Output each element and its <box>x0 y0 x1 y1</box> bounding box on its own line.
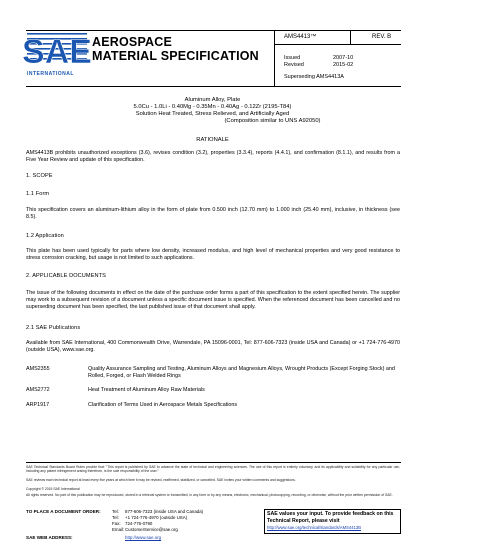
order-key: Tel: <box>112 515 119 520</box>
feedback-link[interactable]: http://www.sae.org/technical/standards/AMS4413B <box>267 525 362 530</box>
doc-type-title-line2: MATERIAL SPECIFICATION <box>92 49 259 63</box>
logo-subtitle: INTERNATIONAL <box>27 71 74 77</box>
section-1-1-text: This specification covers an aluminum-lithium alloy in the form of plate from 0.500 inch (12.70 mm) to 1.000 inch (25.40 mm), inclusive, in thickness (see 8.5). <box>26 207 400 220</box>
section-2-1-heading: 2.1 SAE Publications <box>26 325 81 331</box>
sae-logo <box>22 29 92 71</box>
issued-date: 2007-10 <box>333 55 354 61</box>
reference-title: Quality Assurance Sampling and Testing, Aluminum Alloys and Magnesium Alloys, Wrought Products (Except Forging Stock) and Rolled, Forged, or Flash Welded Rings <box>88 366 395 379</box>
document-number: AMS4413™ <box>284 34 317 40</box>
doc-type-title-line1: AEROSPACE <box>92 35 173 49</box>
order-key: Email: <box>112 527 125 532</box>
section-1-1-heading: 1.1 Form <box>26 191 50 197</box>
issued-label: Issued <box>284 55 301 61</box>
material-title-line2: 5.0Cu - 1.0Li - 0.40Mg - 0.35Mn - 0.40Ag - 0.12Zr (2195-T84) <box>133 104 292 110</box>
section-2-1-text: Available from SAE International, 400 Commonwealth Drive, Warrendale, PA 15096-0001, Tel: 877-606-7323 (inside USA and Canada) or +1 724-776-4970 (outside USA), www.sae.org. <box>26 340 400 353</box>
material-title-line1: Aluminum Alloy, Plate <box>184 97 241 103</box>
order-value: 877-606-7323 (inside USA and Canada) <box>125 509 204 514</box>
revision-label: REV. B <box>372 34 392 40</box>
order-email-link[interactable]: CustomerService@sae.org <box>125 527 178 532</box>
material-title-line3: Solution Heat Treated, Stress Relieved, and Artificially Aged <box>135 111 290 117</box>
reference-code: ARP1917 <box>26 402 50 408</box>
order-value: 724-776-0790 <box>125 521 153 526</box>
footer-rule <box>26 462 401 463</box>
material-title-line4: (Composition similar to UNS A92050) <box>224 118 321 124</box>
header-bottom-rule <box>26 86 401 87</box>
section-1-2-text: This plate has been used typically for parts where low density, increased modulus, and high level of mechanical properties and very good resistance to stress corrosion cracking, but usage is not limited to such applications. <box>26 248 400 261</box>
order-key: Fax: <box>112 521 121 526</box>
footer-review-note: SAE reviews each technical report at least every five years at which time it may be revised, reaffirmed, stabilized, or cancelled. SAE invites your written comments and suggestions. <box>26 478 296 482</box>
header-divider-rev <box>350 30 351 44</box>
header-divider <box>274 30 275 86</box>
section-1-heading: 1. SCOPE <box>26 173 53 179</box>
web-address-label: SAE WEB ADDRESS: <box>26 535 73 540</box>
superseding-note: Superseding AMS4413A <box>284 74 344 80</box>
reference-code: AMS2355 <box>26 366 50 372</box>
reference-code: AMS2772 <box>26 387 50 393</box>
revised-label: Revised <box>284 62 304 68</box>
footer-disclaimer: SAE Technical Standards Board Rules provide that: "This report is published by SAE to advance the state of technical and engineering sciences. The use of this report is entirely voluntary, and its applicability and suitability for any particular use, including any patent infringement arising therefrom, is the sole responsibility of the user." <box>26 465 400 474</box>
sae-logo-text: SAE <box>22 33 92 71</box>
footer-copyright: Copyright © 2015 SAE International <box>26 487 80 491</box>
footer-rights: All rights reserved. No part of this publication may be reproduced, stored in a retrieval system or transmitted, in any form or by any means, electronic, mechanical, photocopying, recording, or otherwise, without the prior written permission of SAE. <box>26 493 393 497</box>
reference-title: Clarification of Terms Used in Aerospace Metals Specifications <box>88 402 238 408</box>
section-2-heading: 2. APPLICABLE DOCUMENTS <box>26 273 107 279</box>
rationale-text: AMS4413B prohibits unauthorized exceptions (3.6), revises condition (3.2), properties (3.3.4), reports (4.4.1), and confirmation (8.1.1), and results from a Five Year Review and update of this specification. <box>26 150 400 163</box>
feedback-text-line1: SAE values your input. To provide feedback on this <box>267 511 394 517</box>
feedback-text-line2: Technical Report, please visit <box>267 518 340 524</box>
order-key: Tel: <box>112 509 119 514</box>
reference-title: Heat Treatment of Aluminum Alloy Raw Materials <box>88 387 205 393</box>
revised-date: 2015-02 <box>333 62 354 68</box>
section-2-text: The issue of the following documents in effect on the date of the purchase order forms a part of this specification to the extent specified herein. The supplier may work to a subsequent revision of a document unless a specific document issue is specified. When the referenced document has been cancelled and no superseding document has been specified, the last published issue of that document shall apply. <box>26 290 400 310</box>
web-address-link[interactable]: http://www.sae.org <box>125 535 162 540</box>
section-1-2-heading: 1.2 Application <box>26 233 64 239</box>
rationale-heading: RATIONALE <box>196 137 229 143</box>
order-label: TO PLACE A DOCUMENT ORDER: <box>26 509 101 514</box>
header-divider-horizontal <box>274 44 401 45</box>
order-value: +1 724-776-4970 (outside USA) <box>125 515 188 520</box>
